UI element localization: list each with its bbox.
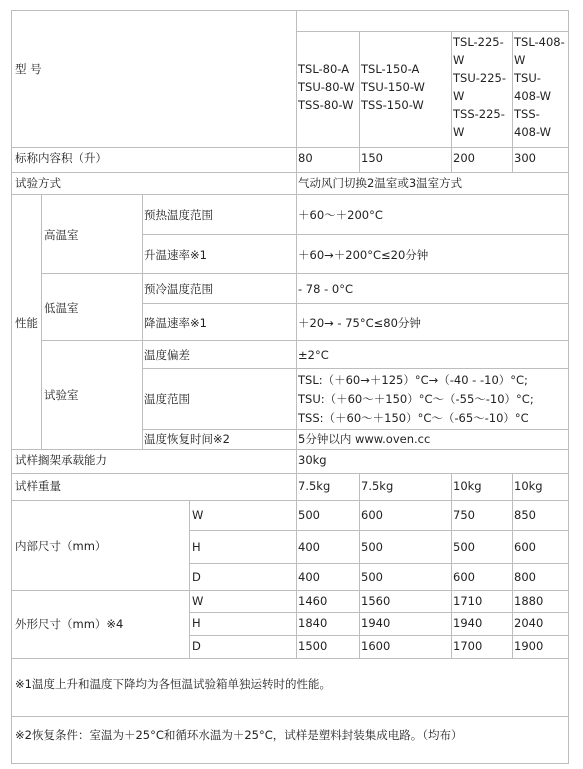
temp-range-value: TSL:（＋60→＋125）°C→（-40 - -10）°C; (298, 373, 528, 387)
temp-range-label: 温度范围 (144, 392, 190, 406)
shelf-load-value: 30kg (298, 453, 327, 467)
method-label: 试验方式 (15, 176, 61, 190)
recovery-time-label: 温度恢复时间※2 (144, 432, 230, 446)
dimension-value: 500 (361, 570, 383, 584)
model-name: TSL-80-A TSU-80-W TSS-80-W (298, 62, 355, 112)
dimension-value: 1840 (298, 616, 328, 630)
capacity-value: 80 (298, 151, 313, 165)
dimension-value: 1710 (453, 594, 483, 608)
preheat-range-label: 预热温度范围 (144, 208, 213, 222)
dimension-value: 1460 (298, 594, 328, 608)
dimension-value: 600 (453, 570, 475, 584)
dimension-value: 1600 (361, 639, 391, 653)
shelf-load-label: 试样搁架承载能力 (15, 453, 107, 467)
cool-rate-value: ＋20→ - 75°C≤80分钟 (298, 316, 421, 330)
dimension-label: W (192, 594, 204, 608)
dimension-value: 750 (453, 508, 475, 522)
dimension-value: 1500 (298, 639, 328, 653)
recovery-time-value: 5分钟以内 www.oven.cc (298, 432, 431, 446)
preheat-range-value: ＋60～＋200°C (298, 208, 383, 222)
model-label: 型 号 (15, 62, 42, 76)
precool-range-value: - 78 - 0°C (298, 282, 353, 296)
dimension-value: 500 (361, 540, 383, 554)
sample-weight-value: 10kg (453, 479, 482, 493)
capacity-label: 标称内容积（升） (15, 151, 107, 165)
dimension-value: 850 (514, 508, 536, 522)
low-temp-chamber-label: 低温室 (44, 301, 79, 315)
dimension-value: 1880 (514, 594, 544, 608)
dimension-value: 400 (298, 570, 320, 584)
temp-deviation-value: ±2°C (298, 348, 329, 362)
sample-weight-value: 10kg (514, 479, 543, 493)
dimension-label: H (192, 540, 201, 554)
test-chamber-label: 试验室 (44, 388, 79, 402)
cool-rate-label: 降温速率※1 (144, 316, 207, 330)
method-value: 气动风门切换2温室或3温室方式 (298, 176, 463, 190)
footnote: ※1温度上升和温度下降均为各恒温试验箱单独运转时的性能。 (15, 677, 331, 691)
dimension-value: 2040 (514, 616, 544, 630)
temp-deviation-label: 温度偏差 (144, 348, 190, 362)
dimension-value: 600 (514, 540, 536, 554)
dimension-label: D (192, 570, 201, 584)
dimension-value: 400 (298, 540, 320, 554)
sample-weight-label: 试样重量 (15, 479, 61, 493)
sample-weight-value: 7.5kg (361, 479, 394, 493)
dimension-value: 1900 (514, 639, 544, 653)
dimension-value: 1560 (361, 594, 391, 608)
dimension-label: W (192, 508, 204, 522)
high-temp-chamber-label: 高温室 (44, 228, 79, 242)
capacity-value: 300 (514, 151, 536, 165)
dimension-value: 1700 (453, 639, 483, 653)
dimension-label: D (192, 639, 201, 653)
precool-range-label: 预冷温度范围 (144, 282, 213, 296)
dimension-value: 600 (361, 508, 383, 522)
model-name: TSL-225- W TSU-225- W TSS-225- W (453, 35, 506, 139)
sample-weight-value: 7.5kg (298, 479, 331, 493)
temp-range-value: TSU:（＋60～＋150）°C～（-55～-10）°C; (298, 392, 534, 406)
heat-rate-value: ＋60→＋200°C≤20分钟 (298, 248, 429, 262)
dimension-value: 500 (453, 540, 475, 554)
footnote: ※2恢复条件：室温为＋25°C和循环水温为＋25°C，试样是塑料封装集成电路。（均布） (15, 728, 463, 742)
heat-rate-label: 升温速率※1 (144, 248, 207, 262)
temp-range-value: TSS:（＋60～＋150）°C～（-65～-10）°C (298, 411, 529, 425)
capacity-value: 150 (361, 151, 383, 165)
model-name: TSL-150-A TSU-150-W TSS-150-W (361, 62, 425, 112)
dimension-value: 1940 (453, 616, 483, 630)
performance-label: 性能 (15, 316, 38, 330)
model-name: TSL-408- W TSU- 408-W TSS- 408-W (514, 35, 565, 139)
capacity-value: 200 (453, 151, 475, 165)
spec-table (11, 10, 569, 764)
outer-dimensions-label: 外形尺寸（mm）※4 (15, 617, 124, 631)
dimension-value: 800 (514, 570, 536, 584)
dimension-label: H (192, 616, 201, 630)
dimension-value: 1940 (361, 616, 391, 630)
inner-dimensions-label: 内部尺寸（mm） (15, 539, 107, 553)
dimension-value: 500 (298, 508, 320, 522)
